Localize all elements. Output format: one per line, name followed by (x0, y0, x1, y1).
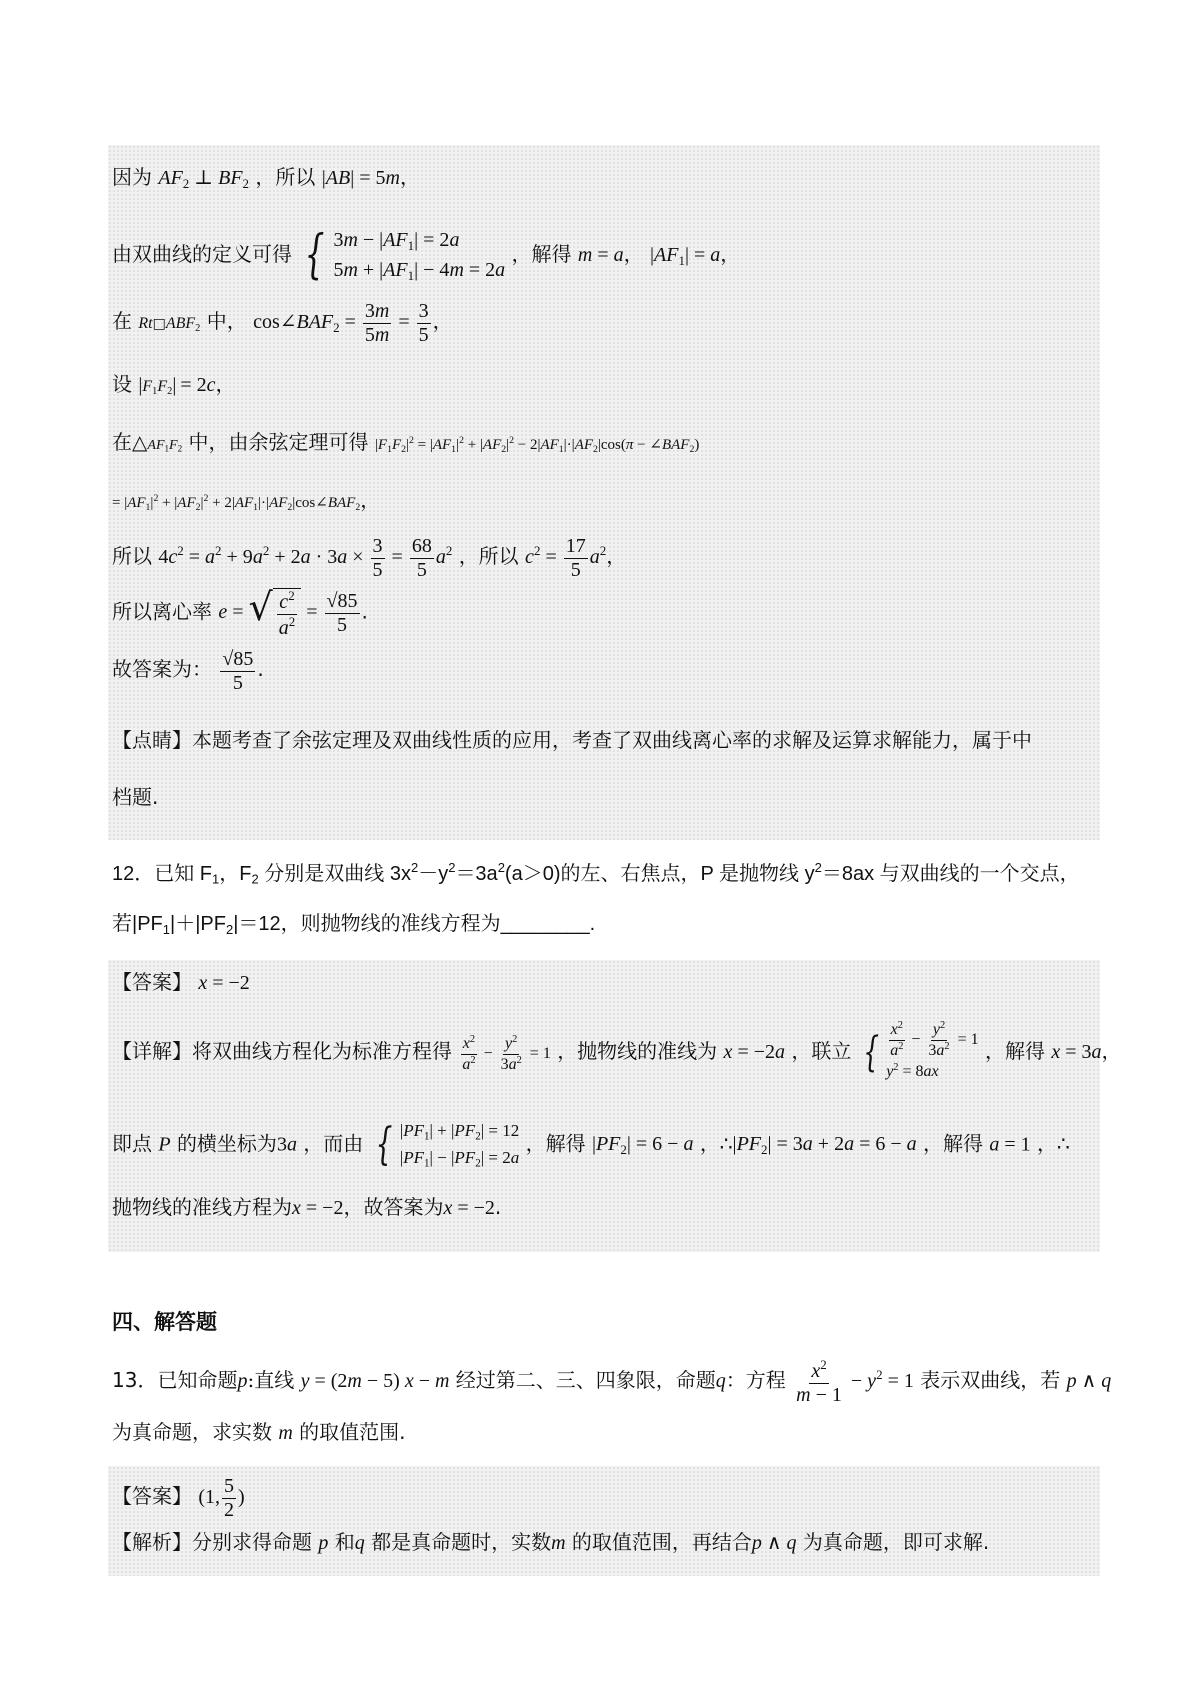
text-eccentricity: 所以离心率 (112, 599, 212, 624)
math-x-eq-3a: x = 3a (1051, 1040, 1102, 1063)
q12-detail-d: ，解得 (985, 1038, 1046, 1063)
text-so-1: 所以 (112, 544, 152, 569)
q12-detail-a: 将双曲线方程化为标准方程得 (192, 1038, 452, 1063)
line-answer-1: 故答案为： $\frac{√85}{5}$ . (112, 648, 264, 694)
q13-answer (112, 1475, 245, 1522)
q12-text-g: ＝8ax 与双曲线的一个交点， (821, 862, 1080, 885)
q13-analysis-d: 的取值范围，再结合 (571, 1530, 752, 1554)
line-eccentricity: 所以离心率 e = √ $\frac{c^2}{a^2}$ = $\frac{√85}{5}$ . (112, 585, 368, 639)
q12-text-j: |＝12，则抛物线的准线方程为________. (233, 913, 596, 935)
q12-p-a: 即点 (112, 1131, 152, 1156)
q13-analysis-e: 为真命题，即可求解. (802, 1530, 990, 1554)
q12-text-f: (a＞0)的左、右焦点，P 是抛物线 y (504, 862, 815, 885)
q12-text-h: 若|PF (112, 913, 163, 935)
text-so: ，所以 (255, 165, 316, 189)
math-af1-eq-a: $|AF_1| = a$ (649, 243, 721, 268)
text-answer-prefix: 故答案为： (112, 657, 212, 682)
text-law-of-cosines: 中，由余弦定理可得 (188, 430, 369, 454)
placeholder-box: □ (152, 316, 166, 333)
q12-detail-b: ，抛物线的准线为 (557, 1038, 718, 1063)
text-set: 设 (112, 372, 132, 396)
q13-text-c: 经过第二、三、四象限，命题 (455, 1367, 716, 1392)
math-system-def: { $3m - |AF_1| = 2a$ $5m + |AF_1| - 4m = 2a$ (304, 225, 506, 286)
math-directrix-2: x = −2 (443, 1197, 495, 1219)
q12-p-b: 的横坐标为 (176, 1131, 277, 1156)
math-m-eq-a: m = a (577, 243, 624, 266)
q12-text-d: －y (418, 862, 449, 885)
math-cos-baf2: $\cos\angle BAF_2$ = $\frac{3m}{5m}$ = $\frac{3}{5}$ (253, 300, 429, 346)
math-f1f2-2c: $|F_1F_2| = 2c$ (138, 374, 216, 398)
math-q-2: q (354, 1532, 365, 1554)
text-solve: ，解得 (511, 241, 572, 266)
q13-analysis (112, 1530, 989, 1555)
q12-detail: 【详解】将双曲线方程化为标准方程得 $\frac{x^2}{a^2}$ − $\frac{y^2}{3a^2}$ = 1 ，抛物线的准线为 x = −2a ，联立 { $\frac{x^2}{a^2}$ − $\frac{y^2}{3a^2}$ = 1 $y^2 = 8ax$ ，解得 x = 3a， (112, 1020, 1122, 1084)
q12-final-a: 抛物线的准线方程为 (112, 1195, 292, 1219)
math-ab-5m: |AB| = 5m (321, 167, 400, 189)
q12-line-2: 若$|PF_1|+|PF_2|=12$，则抛物线的准线方程为________. (112, 913, 596, 937)
math-standard-form: $\frac{x^2}{a^2}$ − $\frac{y^2}{3a^2}$ = 1 (462, 1033, 551, 1073)
q12-p-e: ，∴ (699, 1131, 733, 1156)
math-af1f2: $AF_1F_2$ (147, 438, 183, 454)
line-cosine-continued: = $|AF_1|^2 + |AF_2|^2$ + $2|AF_1|\cdot|AF_2|\cos\angle BAF_2$， (112, 488, 381, 513)
q12-p-d: ，解得 (525, 1131, 586, 1156)
q13-text-e: 表示双曲线，若 (920, 1367, 1061, 1392)
q13-text-g: 的取值范围. (299, 1420, 406, 1444)
q12-text-i: |＋|PF (170, 913, 226, 935)
line-comment-tail (112, 785, 158, 809)
q12-answer (112, 970, 250, 995)
math-p: P (158, 1133, 171, 1156)
text-triangle: 在△ (112, 430, 148, 454)
q13-text-a: 13．已知命题 (112, 1367, 238, 1392)
math-p-and-q: p ∧ q (1066, 1369, 1112, 1392)
math-answer-e: $\frac{√85}{5}$ (222, 648, 254, 694)
q12-text-c: 分别是双曲线 3x (258, 862, 411, 885)
line-4c-squared: 所以 $4c^2 = a^2 + 9a^2 + 2a \cdot 3a$ × $\frac{3}{5}$ = $\frac{68}{5}$ $a^2$ ，所以 $c^2$ = $\frac{17}{5}$ $a^2$， (112, 535, 627, 581)
text-comment-tail: 档题. (112, 785, 159, 809)
math-interval: (1, $\frac{5}{2}$ ) (198, 1475, 245, 1521)
math-x-eq-neg2a: x = −2a (723, 1040, 785, 1063)
math-directrix-1: x = −2 (292, 1197, 344, 1219)
q13-analysis-c: 都是真命题时，实数 (371, 1530, 552, 1554)
answer-block-13 (108, 1466, 1100, 1576)
text-middle: 中， (206, 309, 247, 334)
math-cosine-law-1: $|F_1F_2|^2 = |AF_1|^2 + |AF_2|^2 - 2|AF_1|\cdot|AF_2|\cos(\pi$ − $\angle BAF_2$) (374, 435, 700, 455)
q13-text-b: 直线 (254, 1367, 295, 1392)
math-pf2-6-a: $|PF_2| = 6 - a$ (591, 1133, 694, 1158)
label-answer-13: 【答案】 (112, 1484, 192, 1509)
q12-line-1: 12．已知 $F_1$，$F_2$ 分别是双曲线 $3x^2-y^2=3a^2(a>0)$的左、右焦点，P 是抛物线 $y^2=8ax$ 与双曲线的一个交点， (112, 860, 1080, 887)
math-pf2-3a-2a: $|PF_2| = 3a + 2a = 6 - a$ (732, 1133, 917, 1158)
math-line-eq: y = (2m − 5) x − m (300, 1369, 450, 1392)
math-q: q (715, 1369, 726, 1392)
text-because: 因为 (112, 165, 152, 189)
math-rt: Rt (138, 315, 153, 333)
q13-text-d: ：方程 (725, 1367, 786, 1392)
q13-analysis-a: 分别求得命题 (192, 1530, 312, 1554)
q12-p-c: ，而由 (303, 1131, 364, 1156)
text-in: 在 (112, 309, 132, 334)
math-system-joint: { $\frac{x^2}{a^2}$ − $\frac{y^2}{3a^2}$ = 1 $y^2 = 8ax$ (863, 1020, 979, 1081)
q12-detail-c: ，联立 (791, 1038, 852, 1063)
q13-text-f: 为真命题，求实数 (112, 1420, 272, 1444)
math-3a: 3a (276, 1133, 297, 1156)
q12-line-p (112, 1118, 1070, 1172)
line-law-of-cosines (112, 430, 699, 456)
math-hyperbola-q13: $\frac{x^2}{m - 1}$ − $y^2 = 1$ (796, 1357, 914, 1406)
q12-final-b: ，故答案为 (343, 1195, 444, 1219)
q12-p-g: ，∴ (1037, 1131, 1070, 1156)
label-detail: 【详解】 (112, 1038, 192, 1063)
q12-text-b: ，F (219, 862, 252, 885)
line-rt-triangle: 在 $Rt□ABF_2$ 中， $\cos\angle BAF_2$ = $\frac{3m}{5m}$ = $\frac{3}{5}$ ， (112, 300, 453, 346)
math-m: m (278, 1422, 293, 1444)
math-c2: $c^2$ = $\frac{17}{5}$ $a^2$ (525, 535, 607, 581)
line-set-focal: 设 $|F_1F_2| = 2c$， (112, 372, 236, 398)
text-definition: 由双曲线的定义可得 (112, 241, 292, 266)
math-p-and-q-2: p ∧ q (751, 1532, 797, 1554)
q13-line-2 (112, 1420, 406, 1445)
math-x-eq-neg2: x = −2 (198, 972, 250, 994)
math-af2-perp-bf2: $AF_2$ ⊥ $BF_2$ (158, 167, 250, 191)
math-p-2: p (318, 1532, 329, 1554)
line-comment (112, 728, 1032, 752)
q13-analysis-b: 和 (334, 1530, 355, 1554)
q13-line-1: 13．已知命题p:直线 y = (2m − 5) x − m 经过第二、三、四象限，命题q：方程 $\frac{x^2}{m - 1}$ − $y^2 = 1$ 表示双曲线，若 p ∧ q (112, 1357, 1112, 1406)
q12-text-a: 12．已知 F (112, 862, 213, 885)
line-perpendicular: 因为 $AF_2$ ⊥ $BF_2$ ，所以 |AB| = 5m， (112, 165, 420, 191)
q12-p-f: ，解得 (923, 1131, 983, 1156)
line-definition: 由双曲线的定义可得 { $3m - |AF_1| = 2a$ $5m + |AF_1| - 4m = 2a$ ，解得 m = a， $|AF_1| = a$， (112, 225, 741, 286)
math-p-colon: p (237, 1369, 248, 1392)
q12-final: 抛物线的准线方程为x = −2，故答案为x = −2. (112, 1195, 502, 1219)
q12-text-e: ＝3a (455, 862, 498, 885)
text-so-2: ，所以 (458, 544, 519, 569)
math-abf2: $ABF_2$ (165, 315, 201, 335)
math-cosine-law-2: = $|AF_1|^2 + |AF_2|^2$ + $2|AF_1|\cdot|AF_2|\cos\angle BAF_2$ (112, 493, 361, 513)
section-title: 四、解答题 (112, 1310, 217, 1334)
text-comment: 本题考查了余弦定理及双曲线性质的应用，考查了双曲线离心率的求解及运算求解能力，属于中 (192, 728, 1032, 752)
math-e: e = √ $\frac{c^2}{a^2}$ = $\frac{√85}{5}$ (218, 585, 358, 639)
label-answer-12: 【答案】 (112, 970, 192, 994)
math-m-2: m (551, 1532, 566, 1554)
math-a-eq-1: a = 1 (989, 1133, 1031, 1156)
math-system-pf: { $|PF_1| + |PF_2| = 12$ $|PF_1| - |PF_2| = 2a$ (375, 1118, 520, 1170)
label-comment: 【点睛】 (112, 728, 192, 752)
label-analysis: 【解析】 (112, 1530, 192, 1554)
math-4c2: $4c^2 = a^2 + 9a^2 + 2a \cdot 3a$ × $\frac{3}{5}$ = $\frac{68}{5}$ $a^2$ (158, 535, 453, 581)
